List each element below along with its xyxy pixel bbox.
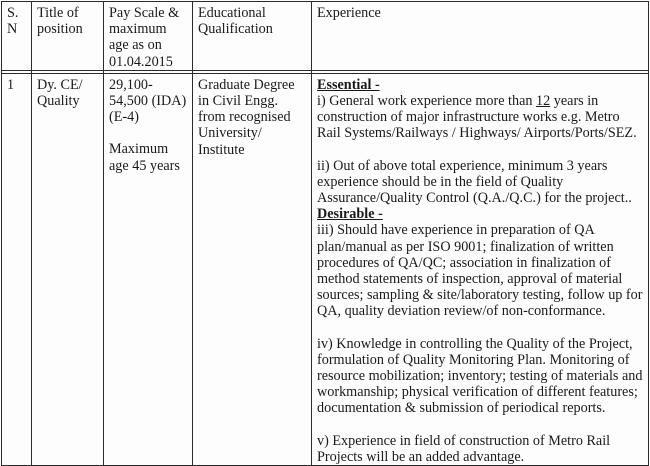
experience-item-iii: iii) Should have experience in preparation of QA plan/manual as per ISO 9001; finalization of written procedures of QA/QC; association in finalization of method statements of inspection, approval of material sources; sampling & site/laboratory testing, follow up for QA, quality deviation review/of non-conformance. <box>317 222 643 320</box>
cell-title-of-position: Dy. CE/ Quality <box>32 73 104 465</box>
table-row <box>2 73 649 465</box>
max-age-value: Maximum age 45 years <box>109 141 180 174</box>
cell-experience <box>312 73 649 465</box>
experience-item-v: v) Experience in field of construction of Metro Rail Projects will be an added advantage. <box>317 432 611 465</box>
header-experience: Experience <box>312 2 649 71</box>
years-value: 12 <box>536 93 551 110</box>
header-pay-scale: Pay Scale & maximum age as on 01.04.2015 <box>104 2 193 71</box>
experience-item-i: i) General work experience more than 12 years in construction of major infrastructure works e.g. Metro Rail Systems/Railways / Highways/ Airports/Ports/SEZ. <box>317 93 637 142</box>
recruitment-table <box>1 1 649 466</box>
cell-pay-scale <box>104 73 193 465</box>
cell-sn: 1 <box>2 73 32 465</box>
pay-scale-value: 29,100-54,500 (IDA) (E-4) <box>109 76 187 126</box>
header-sn: S. N <box>2 2 32 71</box>
header-educational-qualification: Educational Qualification <box>193 2 312 71</box>
header-row <box>2 2 649 71</box>
essential-heading: Essential - <box>317 76 380 93</box>
desirable-heading: Desirable - <box>317 206 383 223</box>
header-title-of-position: Title of position <box>32 2 104 71</box>
cell-educational-qualification: Graduate Degree in Civil Engg. from recognised University/ Institute <box>193 73 312 465</box>
experience-item-iv: iv) Knowledge in controlling the Quality of the Project, formulation of Quality Monitoring Plan. Monitoring of resource mobilization; inventory; testing of materials and workmanship; physical verification of different features; documentation & submission of periodical reports. <box>317 335 643 417</box>
experience-item-ii: ii) Out of above total experience, minimum 3 years experience should be in the field of Quality Assurance/Quality Control (Q.A./Q.C.) for the project.. <box>317 157 632 207</box>
